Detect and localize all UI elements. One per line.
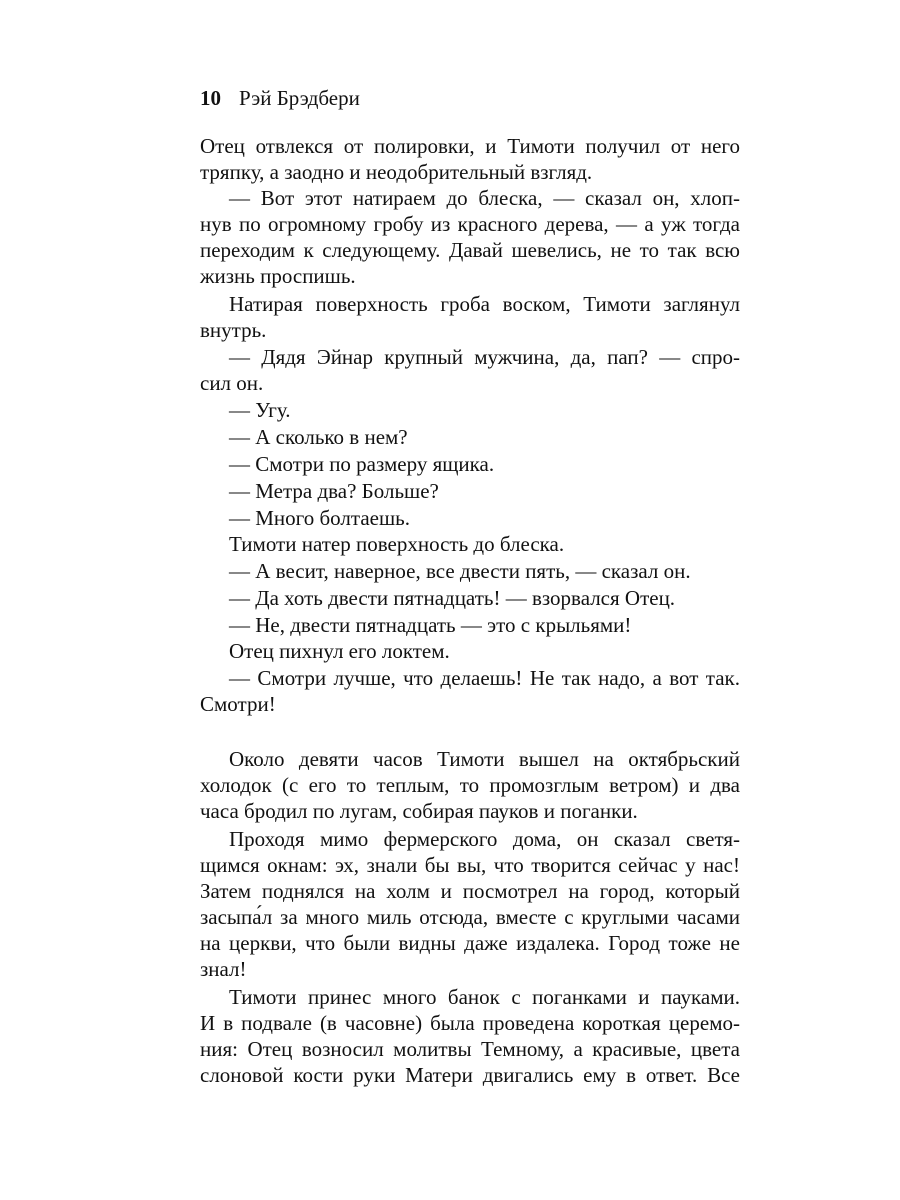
text-line: И в подвале (в часовне) была проведена короткая церемо- xyxy=(200,1011,740,1035)
text-line: засыпа́л за много миль отсюда, вместе с круглыми часами xyxy=(200,905,740,929)
text-line: внутрь. xyxy=(200,318,267,342)
text-line: Затем поднялся на холм и посмотрел на город, который xyxy=(200,879,740,903)
text-line: — Метра два? Больше? xyxy=(229,479,439,503)
author-name: Рэй Брэдбери xyxy=(239,86,360,110)
text-line: — Дядя Эйнар крупный мужчина, да, пап? — спро- xyxy=(229,345,740,369)
text-line: слоновой кости руки Матери двигались ему в ответ. Все xyxy=(200,1063,740,1087)
text-line: Тимоти принес много банок с поганками и пауками. xyxy=(229,985,740,1009)
text-line: Около девяти часов Тимоти вышел на октябрьский xyxy=(229,747,740,771)
text-line: Тимоти натер поверхность до блеска. xyxy=(229,532,565,556)
text-line: знал! xyxy=(200,957,247,981)
text-line: — Много болтаешь. xyxy=(229,506,410,530)
text-line: — Смотри по размеру ящика. xyxy=(229,452,495,476)
text-line: сил он. xyxy=(200,371,264,395)
text-line: — Да хоть двести пятнадцать! — взорвался Отец. xyxy=(229,586,676,610)
text-line: щимся окнам: эх, знали бы вы, что творится сейчас у нас! xyxy=(200,853,740,877)
page-number: 10 xyxy=(200,86,221,110)
text-line: — А сколько в нем? xyxy=(229,425,408,449)
text-line: на церкви, что были видны даже издалека. Город тоже не xyxy=(200,931,740,955)
text-line: Проходя мимо фермерского дома, он сказал светя- xyxy=(229,827,740,851)
text-line: часа бродил по лугам, собирая пауков и поганки. xyxy=(200,799,638,823)
text-line: Натирая поверхность гроба воском, Тимоти заглянул xyxy=(229,292,740,316)
text-line: Отец пихнул его локтем. xyxy=(229,639,450,663)
text-line: нув по огромному гробу из красного дерева, — а уж тогда xyxy=(200,212,740,236)
text-line: — А весит, наверное, все двести пять, — сказал он. xyxy=(229,559,691,583)
text-line: ния: Отец возносил молитвы Темному, а красивые, цвета xyxy=(200,1037,740,1061)
running-header xyxy=(200,84,360,112)
text-line: — Угу. xyxy=(229,398,291,422)
text-line: тряпку, а заодно и неодобрительный взгляд. xyxy=(200,160,593,184)
text-line: — Вот этот натираем до блеска, — сказал он, хлоп- xyxy=(229,186,740,210)
text-line: холодок (с его то теплым, то промозглым ветром) и два xyxy=(200,773,740,797)
text-line: жизнь проспишь. xyxy=(200,264,356,288)
text-line: Отец отвлекся от полировки, и Тимоти получил от него xyxy=(200,134,740,158)
text-line: — Смотри лучше, что делаешь! Не так надо, а вот так. xyxy=(229,666,740,690)
text-line: переходим к следующему. Давай шевелись, не то так всю xyxy=(200,238,740,262)
text-line: Смотри! xyxy=(200,692,276,716)
text-line: — Не, двести пятнадцать — это с крыльями! xyxy=(229,613,632,637)
